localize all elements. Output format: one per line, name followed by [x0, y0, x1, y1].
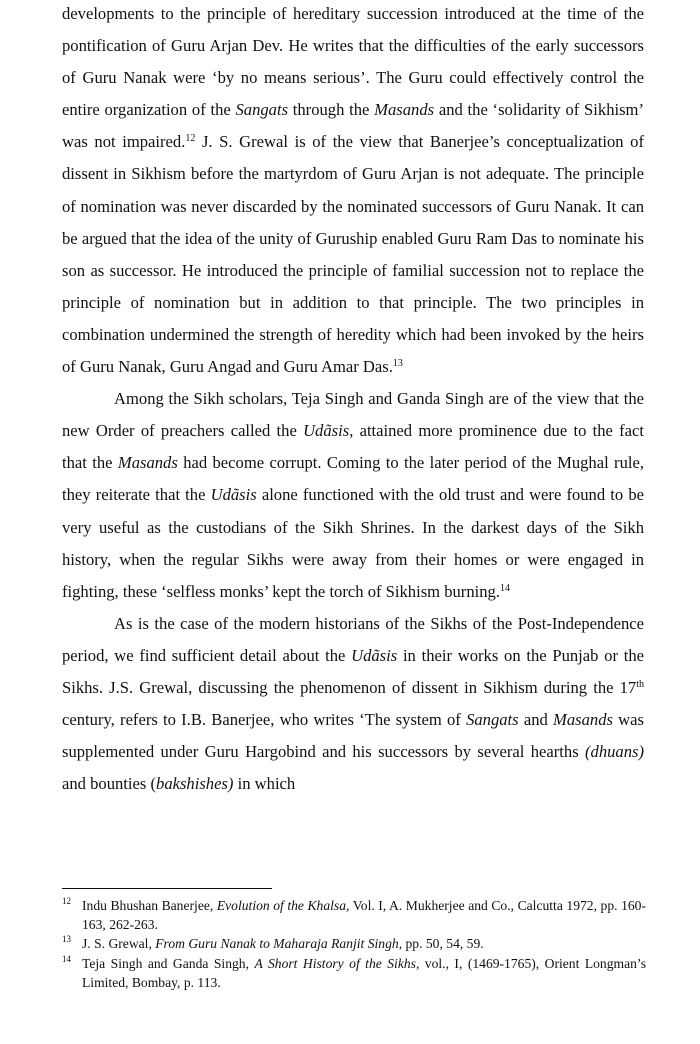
- footnotes: [62, 896, 646, 992]
- text-run: through the: [288, 100, 375, 120]
- footnote-ref[interactable]: 14: [499, 582, 510, 594]
- text-run: As is the case of the modern historians of the Sikhs of the Post-Independence period, we find sufficient detail about the: [62, 613, 644, 665]
- paragraph-1: [62, 0, 644, 383]
- footnote-text: vol., I, (1469-1765), Orient Longman’s Limited, Bombay, p. 113.: [82, 955, 646, 990]
- text-run: and bounties (: [62, 774, 157, 794]
- paragraph-2: [62, 383, 644, 608]
- text-run: , attained more prominence due to the fact that the: [62, 421, 644, 473]
- footnote-number: 14: [62, 953, 71, 964]
- italic-term: Udãsis: [351, 645, 398, 665]
- footnote-text: , pp. 50, 54, 59.: [398, 936, 484, 952]
- footnote-text: Vol. I, A. Mukherjee and Co., Calcutta 1972, pp. 160-163, 262-263.: [82, 898, 646, 933]
- italic-term: Sangats: [235, 100, 289, 120]
- text-run: was supplemented under Guru Hargobind and his successors by several hearths: [62, 710, 644, 762]
- footnote-ref[interactable]: 12: [185, 133, 196, 145]
- footnote-text: Teja Singh and Ganda Singh,: [82, 955, 255, 971]
- footnote-text: J. S. Grewal,: [82, 936, 156, 952]
- footnote-12: [62, 896, 646, 934]
- text-run: had become corrupt. Coming to the later period of the Mughal rule, they reiterate that the: [62, 453, 645, 505]
- italic-term: Masands: [553, 710, 613, 730]
- footnote-13: [62, 934, 646, 953]
- footnote-title: From Guru Nanak to Maharaja Ranjit Singh: [155, 936, 399, 952]
- footnote-text: Indu Bhushan Banerjee,: [82, 898, 217, 913]
- italic-term: Udãsis: [303, 421, 350, 441]
- italic-term: Masands: [374, 100, 435, 120]
- footnote-14: [62, 954, 646, 992]
- text-run: century, refers to I.B. Banerjee, who writes ‘The system of: [62, 710, 467, 730]
- text-run: in their works on the Punjab or the Sikhs. J.S. Grewal, discussing the phenomenon of dissent in Sikhism during the 17: [62, 645, 644, 697]
- footnote-title: Evolution of the Khalsa,: [216, 898, 350, 913]
- paragraph-3: [62, 608, 644, 801]
- text-run: and the ‘solidarity of Sikhism’ was not impaired.: [62, 100, 644, 152]
- footnote-number: 13: [62, 934, 71, 945]
- italic-term: Sangats: [466, 710, 519, 730]
- text-run: in which: [233, 774, 296, 794]
- italic-term: (dhuans): [585, 742, 644, 762]
- footnote-ref[interactable]: 13: [392, 358, 403, 370]
- text-run: alone functioned with the old trust and were found to be very useful as the custodians of the Sikh Shrines. In the darkest days of the Sikh history, when the regular Sikhs were away from their homes or were engaged in fighting, these ‘selfless monks’ kept the torch of Sikhism burning.: [62, 485, 644, 601]
- italic-term: Udãsis: [210, 485, 257, 505]
- ordinal-suffix: th: [636, 678, 644, 690]
- text-run: developments to the principle of hereditary succession introduced at the time of the pontification of Guru Arjan Dev. He writes that the difficulties of the early successors of Guru Nanak were ‘by no means serious’. The Guru could effectively control the entire organization of the: [62, 4, 644, 120]
- footnote-separator: [62, 888, 272, 889]
- text-run: and: [518, 710, 554, 730]
- italic-term: bakshishes): [156, 774, 234, 794]
- text-run: J. S. Grewal is of the view that Banerjee’s conceptualization of dissent in Sikhism before the martyrdom of Guru Arjan is not adequate. The principle of nomination was never discarded by the nominated successors of Guru Nanak. It can be argued that the idea of the unity of Guruship enabled Guru Ram Das to nominate his son as successor. He introduced the principle of familial succession not to replace the principle of nomination but in addition to that principle. The two principles in combination undermined the strength of heredity which had been invoked by the heirs of Guru Nanak, Guru Angad and Guru Amar Das.: [62, 132, 644, 377]
- footnote-title: A Short History of the Sikhs,: [254, 955, 420, 971]
- footnote-number: 12: [62, 896, 71, 906]
- main-text: [62, 0, 644, 800]
- text-run: Among the Sikh scholars, Teja Singh and Ganda Singh are of the view that the new Order of preachers called the: [62, 389, 644, 441]
- italic-term: Masands: [117, 453, 178, 473]
